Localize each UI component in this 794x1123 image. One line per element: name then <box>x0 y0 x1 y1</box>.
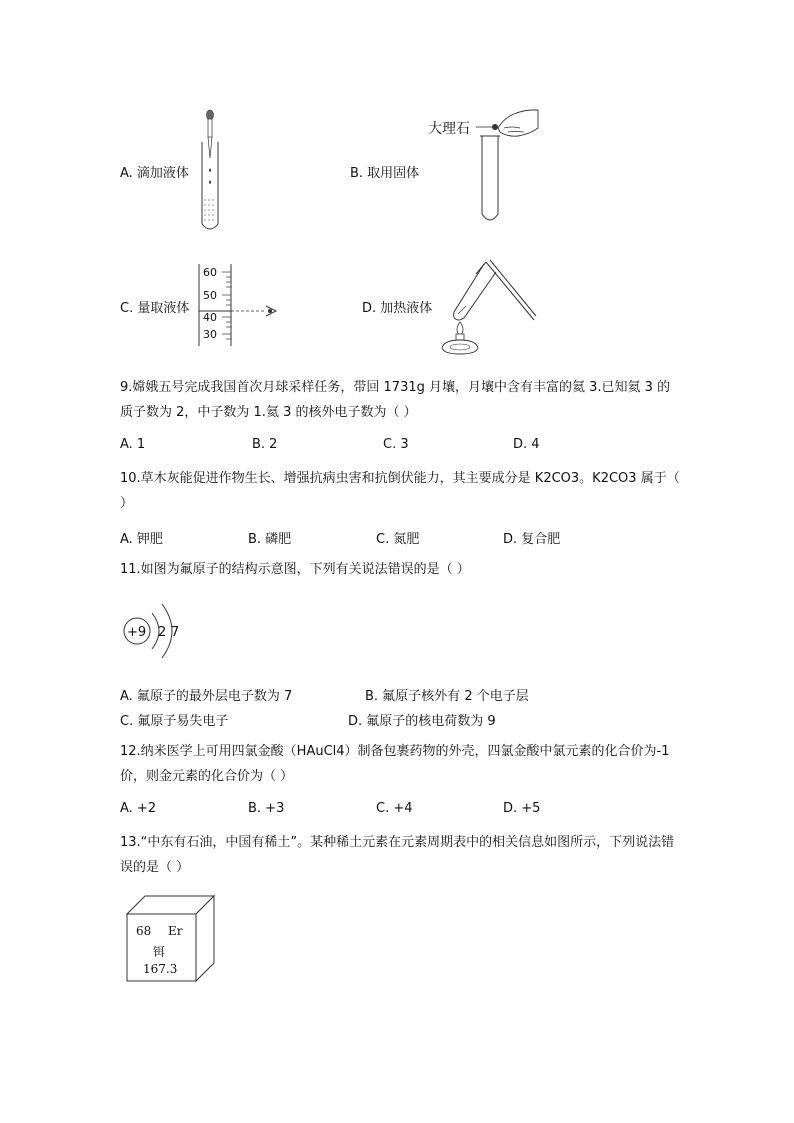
marble-testtube-figure <box>474 106 544 226</box>
q9-option-c[interactable]: C. 3 <box>383 437 409 452</box>
q12-option-a[interactable]: A. +2 <box>120 801 157 816</box>
q9-stem: 9.嫦娥五号完成我国首次月球采样任务，带回 1731g 月壤，月壤中含有丰富的氦 3.已知氦 3 的质子数为 2，中子数为 1.氦 3 的核外电子数为（ ） <box>120 380 671 420</box>
q12-option-d[interactable]: D. +5 <box>503 801 541 816</box>
option-b-solid: B. 取用固体 <box>350 166 420 181</box>
q10-option-b[interactable]: B. 磷肥 <box>248 532 292 547</box>
q10-option-d[interactable]: D. 复合肥 <box>503 532 561 547</box>
dropper-testtube-figure <box>196 108 226 234</box>
q11-option-a[interactable]: A. 氟原子的最外层电子数为 7 <box>120 689 293 704</box>
q10-option-c[interactable]: C. 氮肥 <box>376 532 420 547</box>
heating-testtube-figure <box>436 256 540 356</box>
element-atomic-mass: 167.3 <box>143 962 178 976</box>
option-c-measure: C. 量取液体 <box>120 301 190 316</box>
q12-option-c[interactable]: C. +4 <box>376 801 413 816</box>
q11-stem: 11.如图为氟原子的结构示意图，下列有关说法错误的是（ ） <box>120 562 470 577</box>
q12-stem: 12.纳米医学上可用四氯金酸（HAuCl4）制备包裹药物的外壳，四氯金酸中氯元素的化合价为-1 价，则金元素的化合价为（ ） <box>120 744 670 784</box>
shell-1-electrons: 2 <box>158 625 167 640</box>
marble-label: 大理石 <box>428 121 470 137</box>
option-a-dropper: A. 滴加液体 <box>120 166 189 181</box>
q12-option-b[interactable]: B. +3 <box>248 801 285 816</box>
tick-50: 50 <box>203 289 217 302</box>
tick-40: 40 <box>203 311 217 324</box>
q10-stem: 10.草木灰能促进作物生长、增强抗病虫害和抗倒伏能力，其主要成分是 K2CO3。K2CO3 属于（ ） <box>120 471 680 511</box>
element-name: 铒 <box>153 945 166 959</box>
q11-option-c[interactable]: C. 氟原子易失电子 <box>120 714 229 729</box>
option-d-heat: D. 加热液体 <box>362 301 433 316</box>
q11-option-b[interactable]: B. 氟原子核外有 2 个电子层 <box>365 689 529 704</box>
shell-2-electrons: 7 <box>171 625 180 640</box>
q9-option-a[interactable]: A. 1 <box>120 437 146 452</box>
tick-30: 30 <box>203 328 217 341</box>
q9-option-d[interactable]: D. 4 <box>513 437 540 452</box>
element-symbol: Er <box>168 924 183 938</box>
q13-stem: 13.“中东有石油，中国有稀土”。某种稀土元素在元素周期表中的相关信息如图所示，下列说法错误的是（ ） <box>120 835 675 875</box>
element-atomic-number: 68 <box>136 924 152 938</box>
tick-60: 60 <box>203 266 217 279</box>
nucleus-charge: +9 <box>127 625 147 640</box>
q11-option-d[interactable]: D. 氟原子的核电荷数为 9 <box>348 714 496 729</box>
q9-option-b[interactable]: B. 2 <box>252 437 278 452</box>
graduated-cylinder-figure <box>196 262 286 350</box>
q10-option-a[interactable]: A. 钾肥 <box>120 532 163 547</box>
